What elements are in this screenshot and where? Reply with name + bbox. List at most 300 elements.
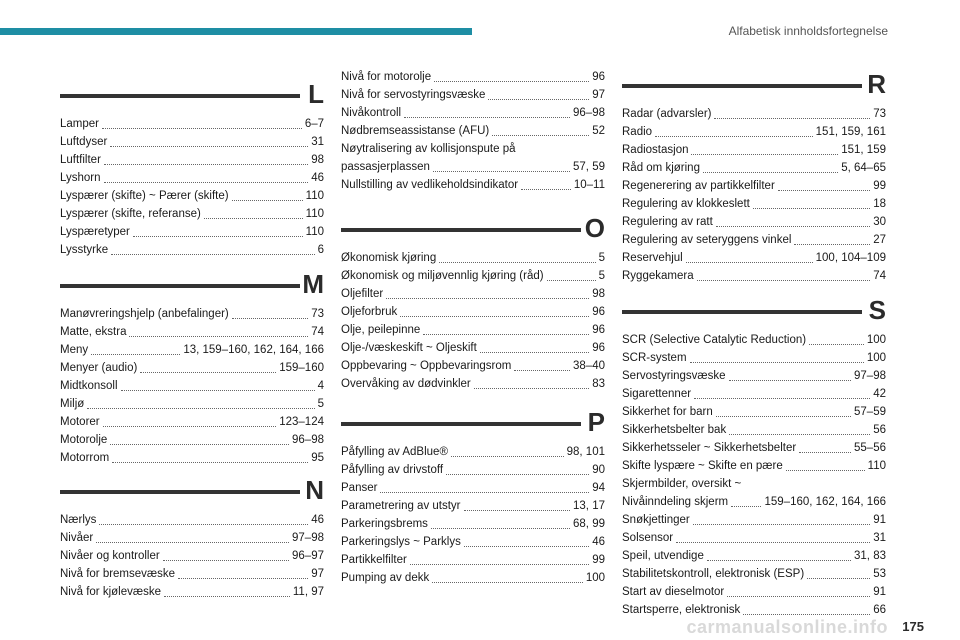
index-term: Nivå for servostyringsvæske <box>341 89 486 101</box>
index-entry <box>622 565 886 583</box>
dot-leader <box>686 262 813 263</box>
index-entry <box>622 231 886 249</box>
section-letter: N <box>305 475 324 505</box>
index-term: SCR (Selective Catalytic Reduction) <box>622 334 807 346</box>
index-term: Menyer (audio) <box>60 362 138 374</box>
index-pages: 151, 159 <box>841 144 886 156</box>
section-letter: O <box>584 213 605 243</box>
index-pages: 68, 99 <box>573 518 605 530</box>
index-term: Speil, utvendige <box>622 550 704 562</box>
index-pages: 94 <box>592 482 605 494</box>
index-entry <box>60 395 324 413</box>
index-entry <box>341 479 605 497</box>
dot-leader <box>474 388 589 389</box>
index-term: Matte, ekstra <box>60 326 127 338</box>
entry-list <box>60 511 324 601</box>
index-entry <box>622 439 886 457</box>
dot-leader <box>716 226 870 227</box>
index-term: Økonomisk og miljøvennlig kjøring (råd) <box>341 270 544 282</box>
dot-leader <box>729 380 851 381</box>
index-term: Startsperre, elektronisk <box>622 604 741 616</box>
index-term: Midtkonsoll <box>60 380 118 392</box>
index-entry <box>60 305 324 323</box>
entry-list <box>341 249 605 393</box>
index-entry <box>622 457 886 475</box>
section-header <box>622 294 886 326</box>
index-entry <box>622 385 886 403</box>
index-entry <box>622 493 886 511</box>
index-pages: 98, 101 <box>566 446 605 458</box>
index-term: Økonomisk kjøring <box>341 252 437 264</box>
dot-leader <box>386 298 589 299</box>
index-term: passasjerplassen <box>341 161 430 173</box>
index-entry <box>622 583 886 601</box>
index-term: Luftfilter <box>60 154 101 166</box>
dot-leader <box>432 582 583 583</box>
index-entry <box>341 375 605 393</box>
index-pages: 91 <box>873 586 886 598</box>
index-term: Lyspærer (skifte) ~ Pærer (skifte) <box>60 190 229 202</box>
dot-leader <box>91 354 180 355</box>
index-entry <box>60 205 324 223</box>
dot-leader <box>778 190 870 191</box>
index-pages: 100, 104–109 <box>815 252 886 264</box>
index-term: Manøvreringshjelp (anbefalinger) <box>60 308 229 320</box>
index-entry <box>622 213 886 231</box>
dot-leader <box>104 164 308 165</box>
index-entry <box>622 367 886 385</box>
index-pages: 46 <box>311 514 324 526</box>
index-term: Partikkelfilter <box>341 554 407 566</box>
index-entry <box>60 529 324 547</box>
dot-leader <box>102 128 302 129</box>
index-term: Lyspæretyper <box>60 226 130 238</box>
page-number: 175 <box>902 619 924 634</box>
index-term: Reservehjul <box>622 252 683 264</box>
index-pages: 5 <box>598 270 605 282</box>
index-pages: 73 <box>873 108 886 120</box>
index-term: Nærlys <box>60 514 97 526</box>
index-entry <box>341 285 605 303</box>
index-entry <box>60 511 324 529</box>
index-pages: 91 <box>873 514 886 526</box>
index-term: Sigarettenner <box>622 388 692 400</box>
index-term: SCR-system <box>622 352 687 364</box>
index-entry <box>341 68 605 86</box>
index-pages: 31 <box>873 532 886 544</box>
section-divider <box>60 94 300 98</box>
index-term: Påfylling av drivstoff <box>341 464 444 476</box>
index-term: Meny <box>60 344 89 356</box>
index-entry <box>60 583 324 601</box>
index-section-n <box>60 474 324 601</box>
dot-leader <box>655 136 813 137</box>
index-entry <box>341 321 605 339</box>
dot-leader <box>380 492 589 493</box>
index-entry <box>341 551 605 569</box>
index-pages: 96–98 <box>573 107 605 119</box>
index-pages: 100 <box>585 572 605 584</box>
index-pages: 100 <box>866 352 886 364</box>
section-header <box>60 78 324 110</box>
index-entry <box>622 195 886 213</box>
dot-leader <box>451 456 564 457</box>
index-pages: 38–40 <box>573 360 605 372</box>
index-pages: 96 <box>592 324 605 336</box>
index-term: Luftdyser <box>60 136 108 148</box>
section-divider <box>341 228 581 232</box>
index-pages: 56 <box>873 424 886 436</box>
dot-leader <box>163 560 289 561</box>
index-term: Parametrering av utstyr <box>341 500 461 512</box>
dot-leader <box>464 510 571 511</box>
index-pages: 53 <box>873 568 886 580</box>
section-letter: L <box>308 79 324 109</box>
index-pages: 42 <box>873 388 886 400</box>
index-pages: 97–98 <box>854 370 886 382</box>
dot-leader <box>694 398 870 399</box>
dot-leader <box>410 564 589 565</box>
dot-leader <box>703 172 838 173</box>
index-term: Regulering av klokkeslett <box>622 198 750 210</box>
index-term: Nivåkontroll <box>341 107 402 119</box>
index-term: Skifte lyspære ~ Skifte en pære <box>622 460 783 472</box>
dot-leader <box>807 578 870 579</box>
dot-leader <box>729 434 870 435</box>
index-pages: 100 <box>866 334 886 346</box>
index-term: Radar (advarsler) <box>622 108 712 120</box>
index-entry <box>60 133 324 151</box>
index-pages: 98 <box>592 288 605 300</box>
index-pages: 6 <box>317 244 324 256</box>
index-entry <box>60 431 324 449</box>
dot-leader <box>809 344 864 345</box>
index-term: Ryggekamera <box>622 270 694 282</box>
dot-leader <box>446 474 589 475</box>
dot-leader <box>492 135 589 136</box>
section-header <box>60 268 324 300</box>
index-pages: 30 <box>873 216 886 228</box>
entry-list <box>341 443 605 587</box>
index-entry <box>60 223 324 241</box>
section-letter: S <box>868 295 886 325</box>
index-entry <box>60 565 324 583</box>
index-pages: 110 <box>305 190 324 202</box>
dot-leader <box>488 99 589 100</box>
index-pages: 151, 159, 161 <box>815 126 886 138</box>
index-entry <box>622 249 886 267</box>
index-entry <box>341 104 605 122</box>
index-entry <box>60 359 324 377</box>
index-entry <box>341 533 605 551</box>
index-term: Radiostasjon <box>622 144 689 156</box>
dot-leader <box>691 154 838 155</box>
section-divider <box>60 490 300 494</box>
section-header <box>60 474 324 506</box>
dot-leader <box>111 254 314 255</box>
index-entry <box>622 403 886 421</box>
index-entry <box>341 249 605 267</box>
dot-leader <box>697 280 871 281</box>
index-term: Nøytralisering av kollisjonspute på <box>341 143 516 155</box>
index-term: Pumping av dekk <box>341 572 430 584</box>
index-term: Motorrom <box>60 452 110 464</box>
index-term: Oppbevaring ~ Oppbevaringsrom <box>341 360 512 372</box>
index-term: Nødbremseassistanse (AFU) <box>341 125 490 137</box>
index-pages: 159–160 <box>279 362 324 374</box>
index-section-r <box>622 68 886 285</box>
entry-list <box>622 105 886 285</box>
index-term: Sikkerhet for barn <box>622 406 713 418</box>
dot-leader <box>693 524 870 525</box>
index-term: Snøkjettinger <box>622 514 690 526</box>
index-term: Motorer <box>60 416 100 428</box>
index-section-o <box>341 212 605 393</box>
dot-leader <box>133 236 303 237</box>
index-pages: 110 <box>305 226 324 238</box>
index-entry <box>341 497 605 515</box>
index-pages: 55–56 <box>854 442 886 454</box>
index-pages: 18 <box>873 198 886 210</box>
index-pages: 96 <box>592 306 605 318</box>
index-pages: 159–160, 162, 164, 166 <box>764 496 886 508</box>
dot-leader <box>794 244 870 245</box>
section-divider <box>622 84 862 88</box>
index-entry <box>622 529 886 547</box>
index-term: Motorolje <box>60 434 108 446</box>
index-section-n-continued <box>341 68 605 194</box>
index-term: Lyshorn <box>60 172 101 184</box>
dot-leader <box>480 352 589 353</box>
index-term: Overvåking av dødvinkler <box>341 378 471 390</box>
index-pages: 90 <box>592 464 605 476</box>
index-entry <box>341 122 605 140</box>
dot-leader <box>96 542 289 543</box>
dot-leader <box>232 200 303 201</box>
index-pages: 5, 64–65 <box>841 162 886 174</box>
dot-leader <box>690 362 864 363</box>
index-term: Regulering av seteryggens vinkel <box>622 234 792 246</box>
dot-leader <box>521 189 571 190</box>
index-term: Påfylling av AdBlue® <box>341 446 448 458</box>
index-term: Skjermbilder, oversikt ~ <box>622 478 742 490</box>
dot-leader <box>731 506 761 507</box>
index-term: Stabilitetskontroll, elektronisk (ESP) <box>622 568 805 580</box>
index-entry <box>622 159 886 177</box>
index-pages: 96–97 <box>292 550 324 562</box>
dot-leader <box>753 208 870 209</box>
index-term: Lyspærer (skifte, referanse) <box>60 208 201 220</box>
dot-leader <box>423 334 589 335</box>
index-pages: 98 <box>311 154 324 166</box>
index-entry <box>60 449 324 467</box>
index-entry <box>622 177 886 195</box>
dot-leader <box>707 560 851 561</box>
index-entry <box>60 241 324 259</box>
section-header <box>341 212 605 244</box>
index-pages: 74 <box>873 270 886 282</box>
index-entry <box>60 547 324 565</box>
index-pages: 57–59 <box>854 406 886 418</box>
dot-leader <box>129 336 308 337</box>
index-entry <box>622 475 886 493</box>
index-term: Nivå for kjølevæske <box>60 586 161 598</box>
index-entry <box>60 169 324 187</box>
section-header <box>622 68 886 100</box>
index-term: Nivå for motorolje <box>341 71 432 83</box>
index-entry <box>341 267 605 285</box>
index-entry <box>341 461 605 479</box>
index-pages: 97 <box>311 568 324 580</box>
index-entry <box>341 569 605 587</box>
index-section-l <box>60 78 324 259</box>
running-header: Alfabetisk innholdsfortegnelse <box>728 24 888 38</box>
index-entry <box>622 349 886 367</box>
entry-list <box>622 331 886 619</box>
index-term: Nivåer og kontroller <box>60 550 160 562</box>
watermark: carmanualsonline.info <box>686 617 888 637</box>
index-pages: 97 <box>592 89 605 101</box>
dot-leader <box>110 146 308 147</box>
index-pages: 57, 59 <box>573 161 605 173</box>
dot-leader <box>232 318 308 319</box>
section-letter: M <box>302 269 324 299</box>
index-pages: 110 <box>867 460 886 472</box>
index-entry <box>622 141 886 159</box>
index-term: Parkeringsbrems <box>341 518 428 530</box>
index-pages: 52 <box>592 125 605 137</box>
index-term: Råd om kjøring <box>622 162 700 174</box>
index-term: Sikkerhetsbelter bak <box>622 424 727 436</box>
index-entry <box>60 115 324 133</box>
index-pages: 6–7 <box>304 118 324 130</box>
dot-leader <box>727 596 870 597</box>
index-term: Solsensor <box>622 532 674 544</box>
index-entry <box>622 331 886 349</box>
dot-leader <box>104 182 309 183</box>
index-pages: 110 <box>305 208 324 220</box>
dot-leader <box>99 524 308 525</box>
index-pages: 31 <box>311 136 324 148</box>
index-pages: 5 <box>317 398 324 410</box>
dot-leader <box>164 596 290 597</box>
index-entry <box>341 158 605 176</box>
index-entry <box>60 323 324 341</box>
index-term: Regulering av ratt <box>622 216 713 228</box>
dot-leader <box>676 542 870 543</box>
index-term: Regenerering av partikkelfilter <box>622 180 775 192</box>
index-term: Nullstilling av vedlikeholdsindikator <box>341 179 519 191</box>
index-pages: 13, 159–160, 162, 164, 166 <box>183 344 324 356</box>
dot-leader <box>743 614 870 615</box>
index-entry <box>60 187 324 205</box>
index-pages: 13, 17 <box>573 500 605 512</box>
index-term: Parkeringslys ~ Parklys <box>341 536 461 548</box>
index-pages: 99 <box>592 554 605 566</box>
index-pages: 123–124 <box>279 416 324 428</box>
index-pages: 96–98 <box>292 434 324 446</box>
index-entry <box>341 443 605 461</box>
index-pages: 83 <box>592 378 605 390</box>
dot-leader <box>433 171 570 172</box>
index-pages: 96 <box>592 71 605 83</box>
dot-leader <box>87 408 314 409</box>
index-term: Olje-/væskeskift ~ Oljeskift <box>341 342 477 354</box>
index-pages: 5 <box>598 252 605 264</box>
index-section-s <box>622 294 886 619</box>
index-section-p <box>341 406 605 587</box>
index-term: Lysstyrke <box>60 244 109 256</box>
index-term: Oljefilter <box>341 288 384 300</box>
entry-list <box>341 68 605 194</box>
index-term: Nivåer <box>60 532 94 544</box>
index-entry <box>341 339 605 357</box>
dot-leader <box>799 452 851 453</box>
index-term: Olje, peilepinne <box>341 324 421 336</box>
index-term: Servostyringsvæske <box>622 370 726 382</box>
section-header <box>341 406 605 438</box>
dot-leader <box>714 118 870 119</box>
index-entry <box>341 303 605 321</box>
index-pages: 46 <box>311 172 324 184</box>
index-pages: 74 <box>311 326 324 338</box>
dot-leader <box>716 416 851 417</box>
index-pages: 31, 83 <box>854 550 886 562</box>
dot-leader <box>103 426 277 427</box>
dot-leader <box>140 372 276 373</box>
index-pages: 27 <box>873 234 886 246</box>
dot-leader <box>514 370 570 371</box>
entry-list <box>60 115 324 259</box>
index-section-m <box>60 268 324 467</box>
index-entry <box>341 515 605 533</box>
index-entry <box>60 151 324 169</box>
index-term: Nivå for bremsevæske <box>60 568 176 580</box>
index-pages: 97–98 <box>292 532 324 544</box>
index-entry <box>341 140 605 158</box>
dot-leader <box>121 390 315 391</box>
index-entry <box>341 86 605 104</box>
index-entry <box>60 377 324 395</box>
index-term: Lamper <box>60 118 99 130</box>
dot-leader <box>400 316 589 317</box>
index-entry <box>622 267 886 285</box>
header-accent-bar <box>0 28 472 35</box>
dot-leader <box>204 218 303 219</box>
dot-leader <box>110 444 289 445</box>
index-pages: 95 <box>311 452 324 464</box>
index-term: Nivåinndeling skjerm <box>622 496 729 508</box>
index-entry <box>341 176 605 194</box>
index-pages: 73 <box>311 308 324 320</box>
dot-leader <box>786 470 865 471</box>
dot-leader <box>547 280 596 281</box>
index-term: Oljeforbruk <box>341 306 398 318</box>
index-entry <box>60 413 324 431</box>
entry-list <box>60 305 324 467</box>
dot-leader <box>439 262 595 263</box>
dot-leader <box>464 546 589 547</box>
dot-leader <box>434 81 589 82</box>
index-term: Miljø <box>60 398 85 410</box>
section-letter: P <box>587 407 605 437</box>
index-pages: 10–11 <box>573 179 605 191</box>
index-pages: 4 <box>317 380 324 392</box>
dot-leader <box>431 528 570 529</box>
index-term: Sikkerhetsseler ~ Sikkerhetsbelter <box>622 442 797 454</box>
dot-leader <box>404 117 570 118</box>
section-divider <box>622 310 862 314</box>
